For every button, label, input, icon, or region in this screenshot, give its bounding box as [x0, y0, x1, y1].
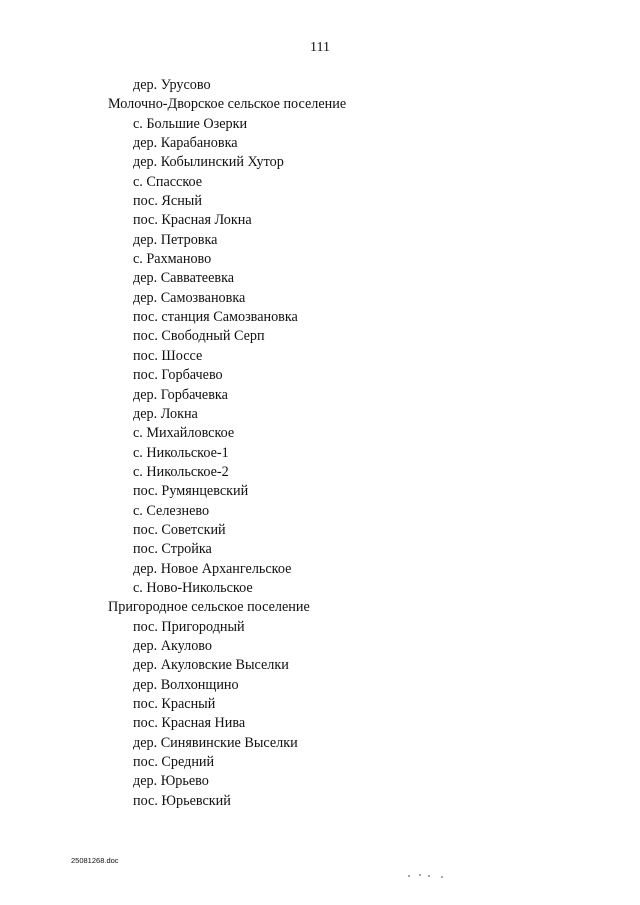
settlement-list-item: дер. Горбачевка: [133, 386, 228, 403]
settlement-list-item: дер. Самозвановка: [133, 289, 246, 306]
settlement-list-item: пос. Стройка: [133, 541, 212, 558]
settlement-list-item: пос. Средний: [133, 754, 215, 771]
settlement-list-item: пос. Красная Локна: [133, 212, 252, 229]
settlement-list-item: пос. Советский: [133, 521, 226, 538]
settlement-list-item: пос. Юрьевский: [133, 792, 231, 809]
settlement-list: [0, 76, 640, 811]
settlement-list-item: с. Спасское: [133, 173, 203, 190]
settlement-list-item: пос. Шоссе: [133, 347, 203, 364]
settlement-group-heading: Молочно-Дворское сельское поселение: [108, 96, 347, 113]
settlement-list-item: дер. Савватеевка: [133, 270, 235, 287]
settlement-list-item: дер. Кобылинский Хутор: [133, 154, 284, 171]
settlement-list-item: пос. Красная Нива: [133, 715, 246, 732]
settlement-list-item: дер. Синявинские Выселки: [133, 734, 298, 751]
footer-file-code: 25081268.doc: [71, 856, 119, 865]
settlement-list-item: пос. Горбачево: [133, 367, 223, 384]
settlement-list-item: дер. Акулово: [133, 637, 212, 654]
settlement-list-item: дер. Новое Архангельское: [133, 560, 292, 577]
settlement-list-item: пос. Ясный: [133, 193, 202, 210]
settlement-list-item: пос. Свободный Серп: [133, 328, 265, 345]
settlement-list-item: с. Рахманово: [133, 251, 212, 268]
settlement-list-item: дер. Акуловские Выселки: [133, 657, 289, 674]
settlement-list-item: с. Большие Озерки: [133, 115, 248, 132]
settlement-list-item: пос. Красный: [133, 696, 216, 712]
settlement-list-item: дер. Петровка: [133, 231, 218, 248]
scan-marks: [408, 873, 448, 879]
settlement-list-item: с. Селезнево: [133, 502, 210, 519]
settlement-list-item: с. Никольское-2: [133, 463, 229, 480]
settlement-list-item: с. Михайловское: [133, 425, 235, 442]
settlement-group-heading: Пригородное сельское поселение: [108, 599, 310, 616]
settlement-list-item: дер. Волхонщино: [133, 676, 239, 693]
settlement-list-item: дер. Карабановка: [133, 135, 238, 152]
settlement-list-item: дер. Локна: [133, 405, 198, 422]
settlement-list-item: с. Никольское-1: [133, 444, 229, 461]
settlement-list-item: дер. Юрьево: [133, 773, 209, 790]
settlement-list-item: пос. станция Самозвановка: [133, 309, 298, 326]
page-number: 111: [310, 40, 330, 55]
settlement-list-item: пос. Румянцевский: [133, 483, 249, 500]
settlement-list-item: с. Ново-Никольское: [133, 579, 253, 596]
settlement-list-item: дер. Урусово: [133, 77, 211, 93]
settlement-list-item: пос. Пригородный: [133, 618, 245, 635]
